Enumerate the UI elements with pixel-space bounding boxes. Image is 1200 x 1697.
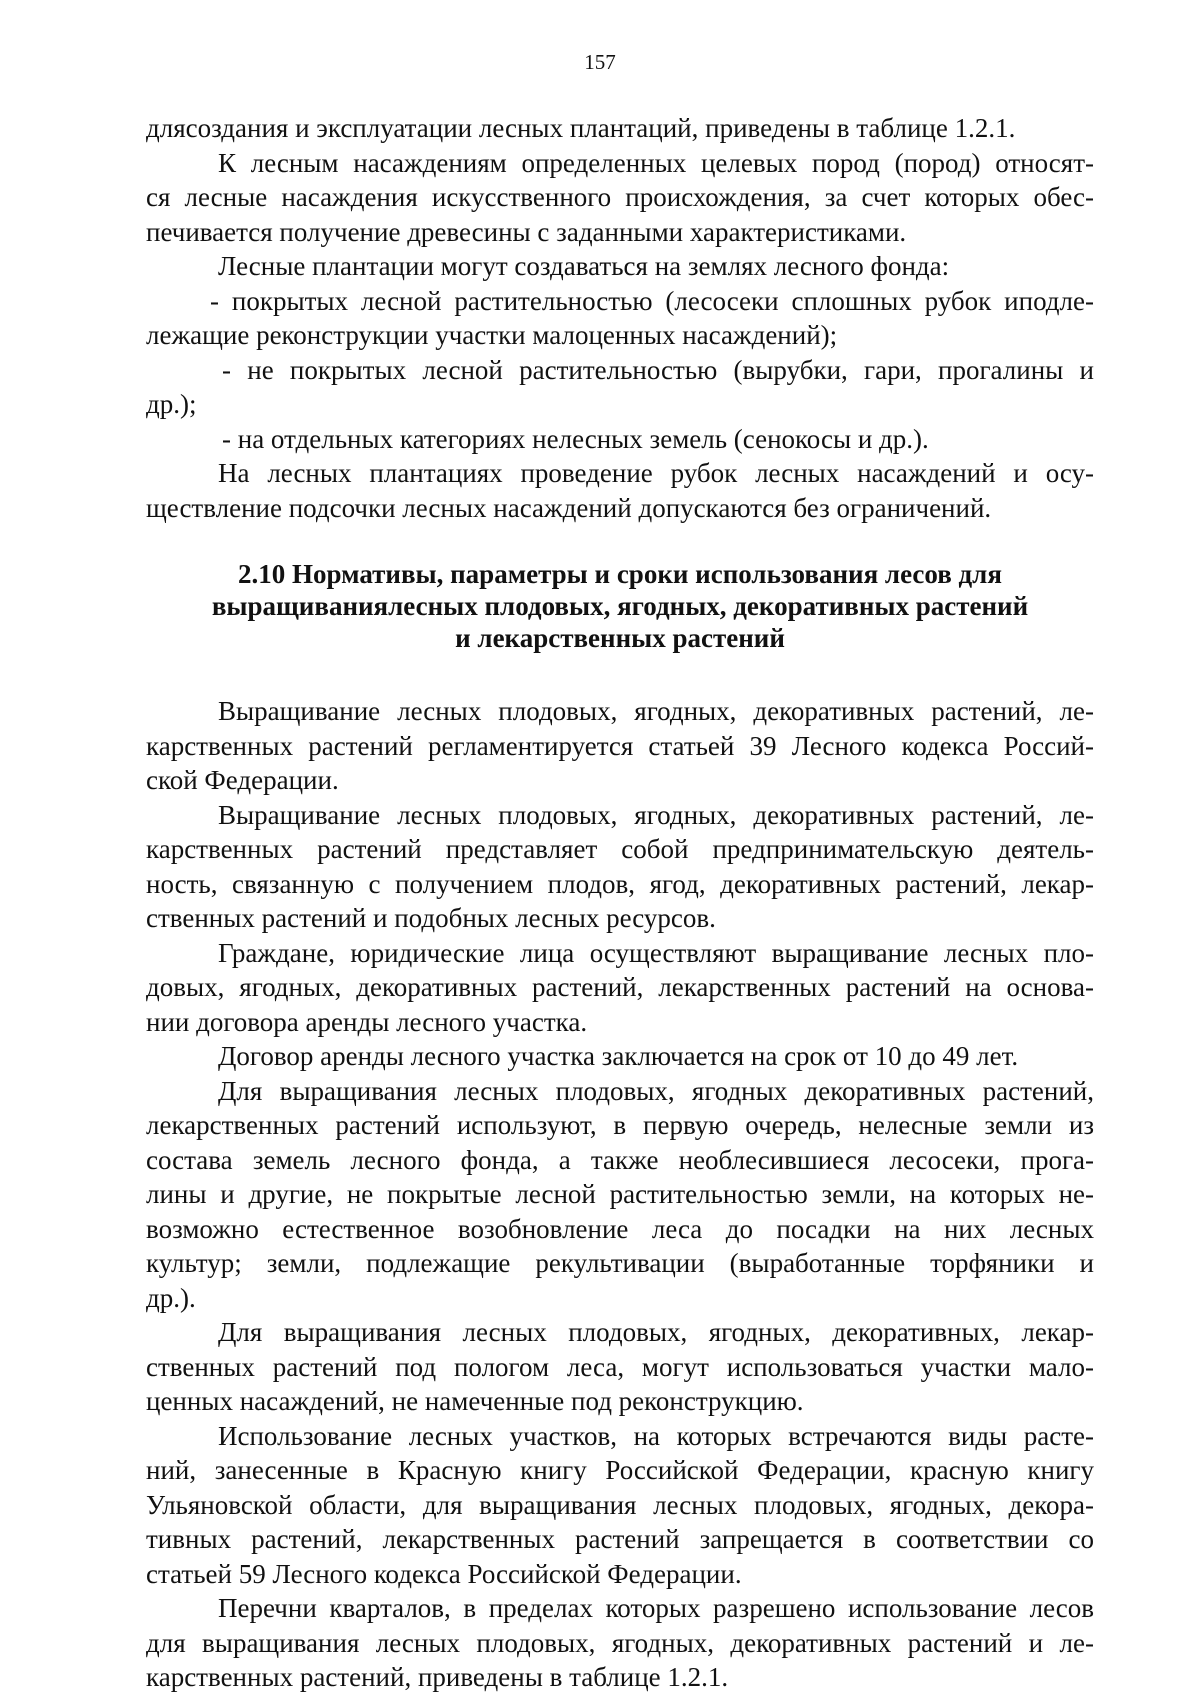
text-line: др.);	[146, 389, 197, 419]
text-line: карственных растений, приведены в таблице 1.2.1.	[146, 1662, 729, 1692]
text-line: карственных растений представляет собой предпринимательскую деятель-	[146, 834, 1094, 864]
text-line: для выращивания лесных плодовых, ягодных, декоративных растений и ле-	[146, 1627, 1094, 1658]
text-line: длясоздания и эксплуатации лесных плантаций, приведены в таблице 1.2.1.	[146, 113, 1016, 143]
text-line: Перечни кварталов, в пределах которых разрешено использование лесов	[218, 1593, 1094, 1623]
text-line: состава земель лесного фонда, а также необлесившиеся лесосеки, прога-	[146, 1144, 1094, 1175]
text-line: лежащие реконструкции участки малоценных насаждений);	[146, 320, 838, 350]
text-line: ценных насаждений, не намеченные под реконструкцию.	[146, 1386, 804, 1416]
heading-line: выращиваниялесных плодовых, ягодных, декоративных растений	[211, 591, 1029, 621]
text-line: Договор аренды лесного участка заключается на срок от 10 до 49 лет.	[218, 1041, 1019, 1071]
text-line: ся лесные насаждения искусственного происхождения, за счет которых обес-	[146, 182, 1094, 212]
paragraph	[146, 1591, 1094, 1695]
text-line: лекарственных растений используют, в первую очередь, нелесные земли из	[146, 1110, 1094, 1140]
text-line: На лесных плантациях проведение рубок лесных насаждений и осу-	[218, 458, 1094, 488]
text-line: др.).	[146, 1282, 196, 1313]
paragraph	[146, 249, 1094, 284]
text-line: печивается получение древесины с заданными характеристиками.	[146, 216, 907, 247]
text-line: культур; земли, подлежащие рекультивации (выработанные торфяники и	[146, 1248, 1094, 1278]
text-line: Для выращивания лесных плодовых, ягодных декоративных растений,	[218, 1075, 1094, 1106]
text-line: ность, связанную с получением плодов, ягод, декоративных растений, лекар-	[146, 868, 1094, 899]
text-line: довых, ягодных, декоративных растений, лекарственных растений на основа-	[146, 972, 1094, 1002]
text-line: - не покрытых лесной растительностью (вырубки, гари, прогалины и	[222, 354, 1094, 385]
text-line: ственных растений под пологом леса, могут использоваться участки мало-	[146, 1351, 1094, 1382]
text-line: статьей 59 Лесного кодекса Российской Федерации.	[146, 1558, 742, 1589]
text-line: нии договора аренды лесного участка.	[146, 1006, 588, 1037]
paragraph	[146, 456, 1094, 525]
text-line: возможно естественное возобновление леса до посадки на них лесных	[146, 1213, 1094, 1244]
paragraph	[146, 936, 1094, 1040]
list-item	[146, 284, 1094, 353]
text-line: Ульяновской области, для выращивания лесных плодовых, ягодных, декора-	[146, 1489, 1094, 1520]
paragraph	[146, 798, 1094, 936]
text-line: К лесным насаждениям определенных целевых пород (пород) относят-	[218, 147, 1094, 178]
text-line: Выращивание лесных плодовых, ягодных, декоративных растений, ле-	[218, 799, 1094, 830]
text-line: - покрытых лесной растительностью (лесосеки сплошных рубок иподле-	[210, 285, 1094, 316]
text-line: ний, занесенные в Красную книгу Российской Федерации, красную книгу	[146, 1455, 1094, 1485]
section-heading	[146, 558, 1094, 654]
text-line: - на отдельных категориях нелесных земель (сенокосы и др.).	[222, 423, 929, 454]
paragraph	[146, 1315, 1094, 1419]
text-line: ской Федерации.	[146, 765, 339, 795]
text-line: тивных растений, лекарственных растений запрещается в соответствии со	[146, 1524, 1094, 1554]
paragraph	[146, 1039, 1094, 1074]
text-line: ществление подсочки лесных насаждений допускаются без ограничений.	[146, 492, 992, 523]
text-line: Граждане, юридические лица осуществляют выращивание лесных пло-	[218, 937, 1094, 968]
text-line: ственных растений и подобных лесных ресурсов.	[146, 903, 716, 933]
document-body	[146, 111, 1094, 1695]
paragraph	[146, 1074, 1094, 1316]
text-line: Лесные плантации могут создаваться на землях лесного фонда:	[218, 251, 950, 281]
heading-line: и лекарственных растений	[455, 623, 785, 653]
paragraph	[146, 694, 1094, 798]
paragraph	[146, 111, 1094, 146]
list-item	[146, 422, 1094, 457]
text-line: карственных растений регламентируется статьей 39 Лесного кодекса Россий-	[146, 730, 1094, 761]
text-line: Использование лесных участков, на которых встречаются виды расте-	[218, 1420, 1094, 1451]
text-line: Выращивание лесных плодовых, ягодных, декоративных растений, ле-	[218, 696, 1094, 726]
list-item	[146, 353, 1094, 422]
text-line: лины и другие, не покрытые лесной растительностью земли, на которых не-	[146, 1179, 1094, 1209]
paragraph	[146, 146, 1094, 250]
paragraph	[146, 1419, 1094, 1592]
heading-line: 2.10 Нормативы, параметры и сроки использования лесов для	[238, 559, 1002, 589]
text-line: Для выращивания лесных плодовых, ягодных, декоративных, лекар-	[218, 1317, 1094, 1347]
page-number: 157	[584, 50, 616, 74]
